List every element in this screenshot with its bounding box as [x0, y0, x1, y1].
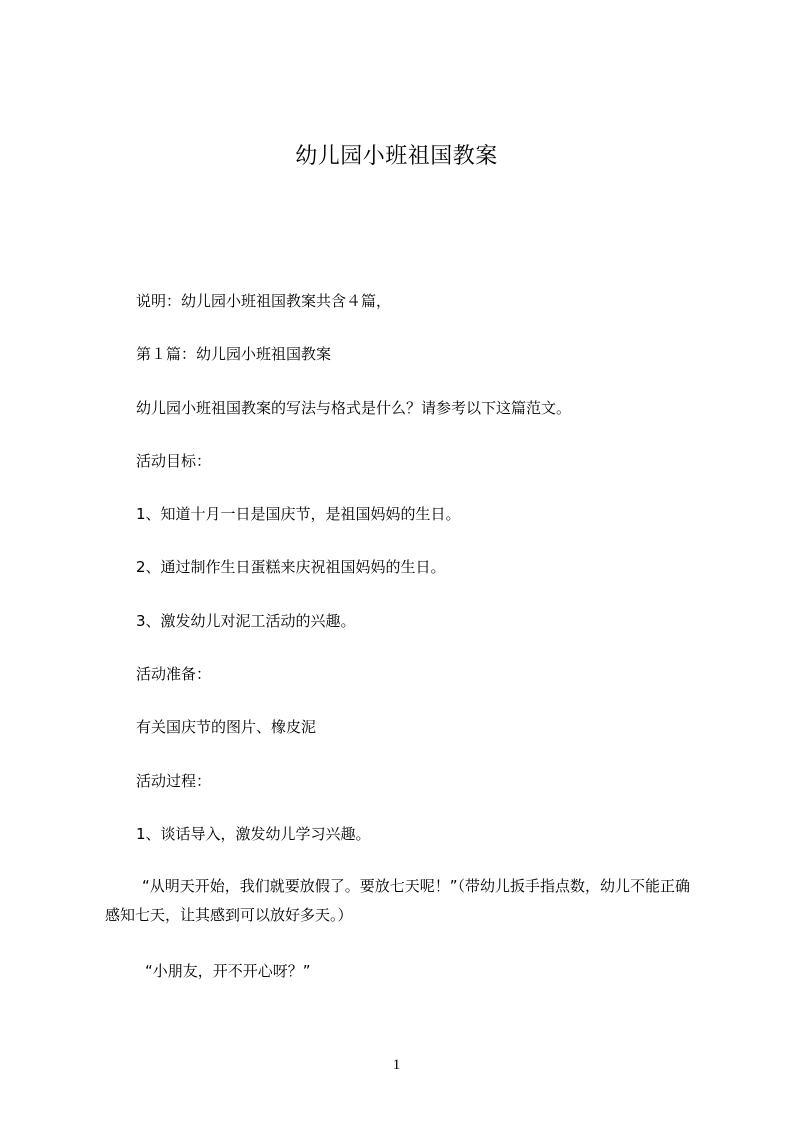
paragraph-goal-1: 1、知道十月一日是国庆节，是祖国妈妈的生日。: [136, 505, 461, 523]
paragraph-intro: 说明：幼儿园小班祖国教案共含４篇，: [136, 292, 392, 310]
paragraph-process-heading: 活动过程：: [136, 772, 212, 790]
document-title: 幼儿园小班祖国教案: [295, 144, 498, 169]
paragraph-preparation-heading: 活动准备：: [136, 665, 212, 683]
paragraph-goal-3: 3、激发幼儿对泥工活动的兴趣。: [136, 612, 356, 630]
paragraph-quote-1: “从明天开始，我们就要放假了。要放七天呢！”（带幼儿扳手指点数，幼儿不能正确感知七天，让其感到可以放好多天。）: [105, 877, 691, 924]
paragraph-lead: 幼儿园小班祖国教案的写法与格式是什么？请参考以下这篇范文。: [136, 399, 572, 417]
page-number: 1: [392, 1057, 401, 1073]
paragraph-goals-heading: 活动目标：: [136, 452, 212, 470]
paragraph-process-step-1: 1、谈话导入，激发幼儿学习兴趣。: [136, 825, 371, 843]
paragraph-goal-2: 2、通过制作生日蛋糕来庆祝祖国妈妈的生日。: [136, 558, 446, 576]
paragraph-preparation: 有关国庆节的图片、橡皮泥: [136, 718, 317, 736]
paragraph-section-heading: 第１篇：幼儿园小班祖国教案: [136, 345, 332, 363]
paragraph-quote-2: “小朋友，开不开心呀？”: [145, 962, 311, 980]
